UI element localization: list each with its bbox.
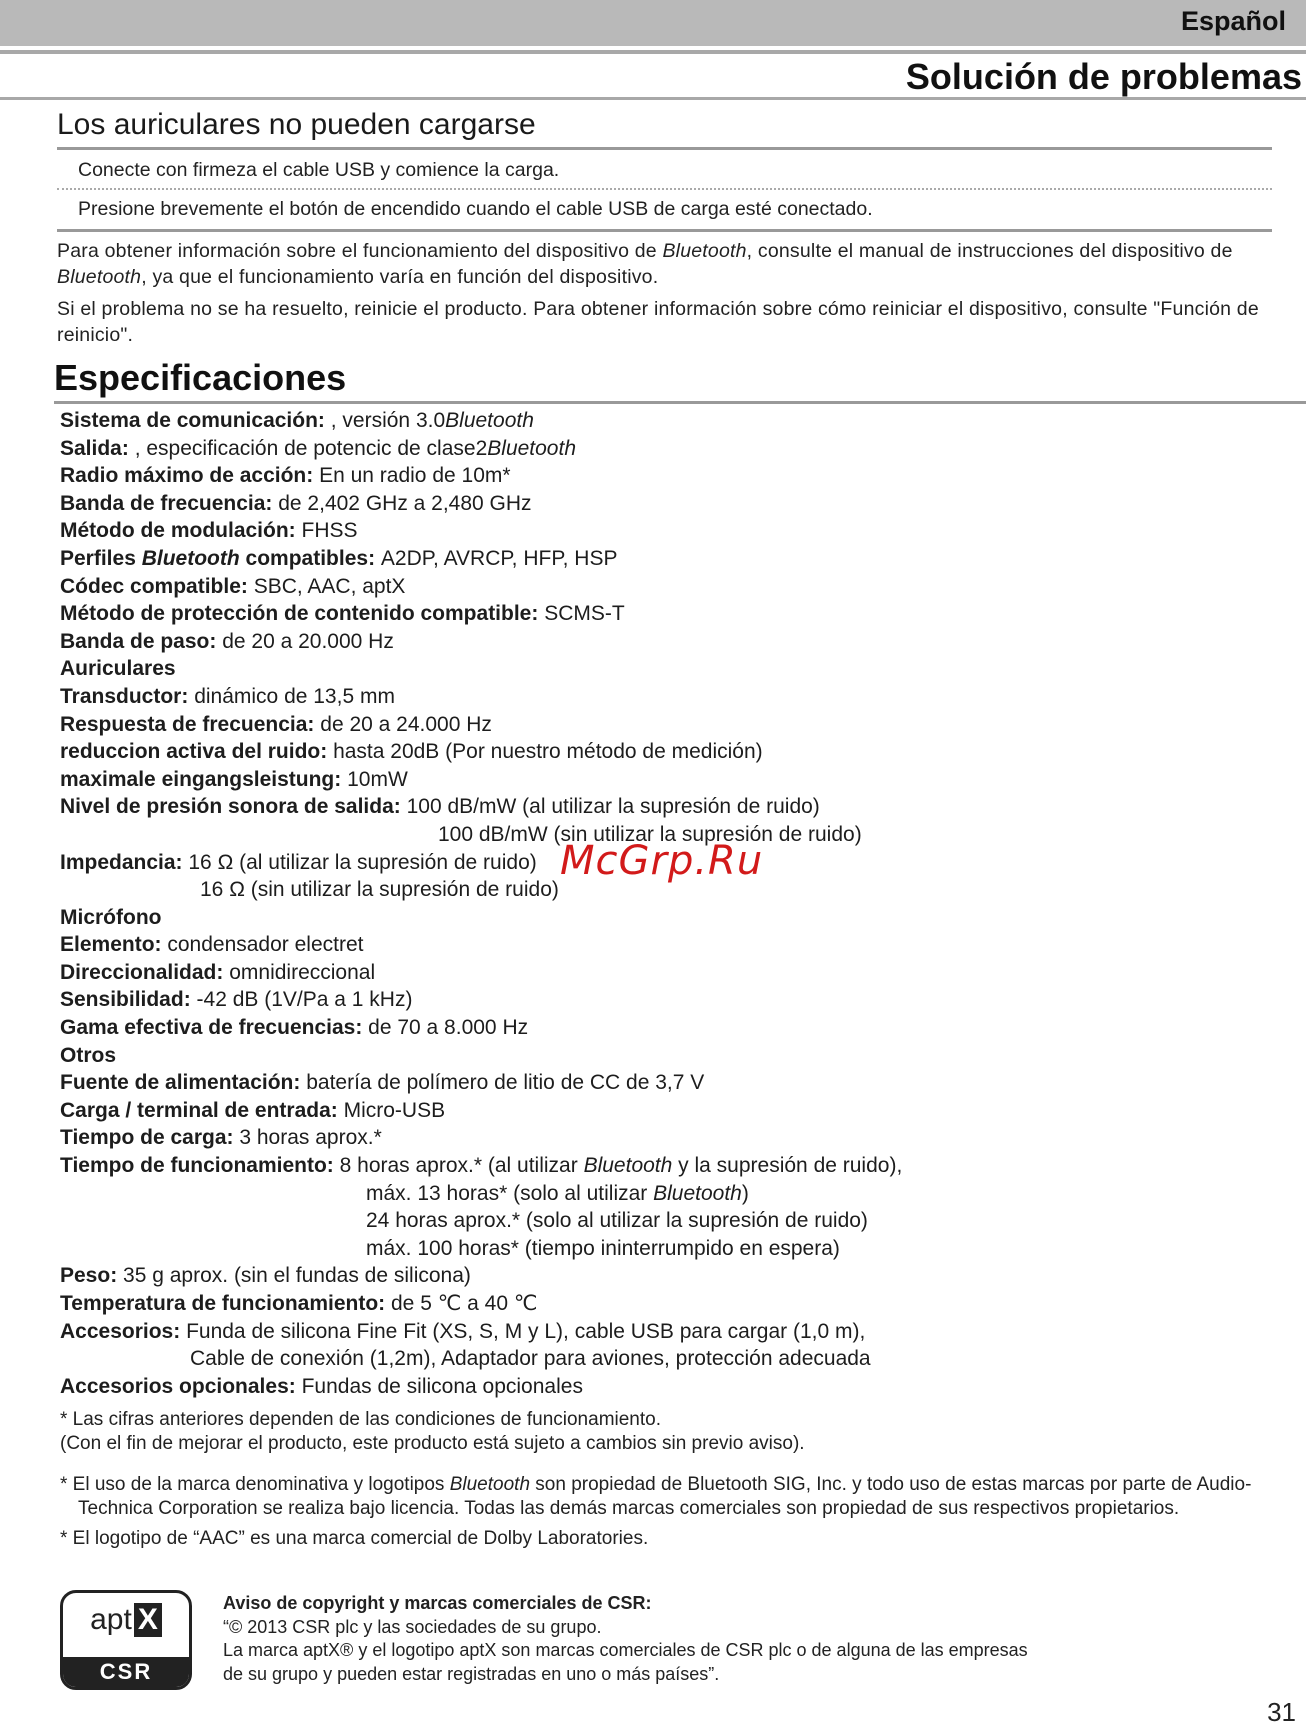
spec-value: Cable de conexión (1,2m), Adaptador para aviones, protección adecuada xyxy=(190,1347,871,1371)
spec-line xyxy=(60,931,1260,959)
spec-value: de 70 a 8.000 Hz xyxy=(368,1016,529,1040)
watermark: McGrp.Ru xyxy=(560,838,764,884)
spec-label: compatibles: xyxy=(239,546,381,570)
spec-value: Micro-USB xyxy=(343,1098,446,1122)
spec-label: Gama efectiva de frecuencias: xyxy=(60,1016,369,1040)
spec-value: Fundas de silicona opcionales xyxy=(301,1374,583,1398)
spec-line xyxy=(60,600,1260,628)
item-divider xyxy=(57,188,1272,190)
spec-value: dinámico de 13,5 mm xyxy=(194,684,395,708)
spec-label: Salida: xyxy=(60,436,135,460)
spec-label: Tiempo de funcionamiento: xyxy=(60,1154,340,1178)
spec-label: Peso: xyxy=(60,1264,124,1288)
copyright-line: de su grupo y pueden estar registradas en uno o más países”. xyxy=(223,1663,720,1684)
spec-value: 8 horas aprox.* (al utilizar xyxy=(339,1154,584,1178)
spec-value: máx. 100 horas* (tiempo ininterrumpido en espera) xyxy=(366,1236,840,1260)
spec-label: Banda de paso: xyxy=(60,629,223,653)
csr-wordmark: CSR xyxy=(63,1657,189,1687)
spec-line xyxy=(60,986,1260,1014)
spec-value: -42 dB (1V/Pa a 1 kHz) xyxy=(196,988,413,1012)
aptx-csr-logo xyxy=(60,1590,192,1690)
spec-value: Bluetooth xyxy=(487,436,577,460)
spec-line xyxy=(60,1014,1260,1042)
spec-list xyxy=(60,407,1260,1400)
footnotes-block xyxy=(60,1408,1260,1456)
spec-value: , especificación de potencic de clase2 xyxy=(134,436,488,460)
footnote: (Con el fin de mejorar el producto, este producto está sujeto a cambios sin previo aviso). xyxy=(60,1433,805,1454)
spec-value: de 2,402 GHz a 2,480 GHz xyxy=(278,491,532,515)
copyright-line: La marca aptX® y el logotipo aptX son marcas comerciales de CSR plc o de alguna de las empresas xyxy=(223,1640,1028,1660)
spec-label: Radio máximo de acción: xyxy=(60,464,320,488)
section-rule-top xyxy=(57,147,1272,150)
spec-line xyxy=(60,1235,1260,1263)
spec-label: Accesorios opcionales: xyxy=(60,1374,302,1398)
check-item: Presione brevemente el botón de encendido cuando el cable USB de carga esté conectado. xyxy=(78,198,873,220)
spec-line xyxy=(60,959,1260,987)
spec-line xyxy=(60,407,1260,435)
spec-line xyxy=(60,1042,1260,1070)
spec-line xyxy=(60,435,1260,463)
spec-label: Banda de frecuencia: xyxy=(60,491,279,515)
spec-value: de 5 ℃ a 40 ℃ xyxy=(391,1292,538,1315)
spec-value: de 20 a 24.000 Hz xyxy=(320,712,492,736)
spec-line xyxy=(60,683,1260,711)
spec-line xyxy=(60,517,1260,545)
spec-value: omnidireccional xyxy=(229,960,376,984)
spec-value: Bluetooth xyxy=(445,409,534,432)
spec-value: , versión 3.0 xyxy=(330,409,446,432)
spec-value: batería de polímero de litio de CC de 3,7 V xyxy=(306,1071,705,1095)
specs-rule xyxy=(54,401,1306,404)
section-rule-bottom xyxy=(57,229,1272,232)
spec-value: SBC, AAC, aptX xyxy=(253,574,406,598)
spec-line xyxy=(60,545,1260,573)
spec-line xyxy=(60,711,1260,739)
spec-line xyxy=(60,904,1260,932)
spec-label: Perfiles xyxy=(60,546,142,570)
spec-line xyxy=(60,1124,1260,1152)
bluetooth-info-paragraph: Para obtener información sobre el funcionamiento del dispositivo de Bluetooth, consulte el manual de instrucciones del dispositivo de Bluetooth, ya que el funcionamiento varía en función del dispositivo. xyxy=(57,240,1233,288)
spec-label: Método de modulación: xyxy=(60,519,302,543)
language-label: Español xyxy=(1180,6,1286,36)
language-bar xyxy=(0,0,1306,46)
spec-label: Micrófono xyxy=(60,905,162,929)
spec-label: maximale eingangsleistung: xyxy=(60,767,348,791)
spec-value: 16 Ω (al utilizar la supresión de ruido) xyxy=(188,850,537,874)
spec-value: condensador electret xyxy=(167,933,364,957)
spec-label: Accesorios: xyxy=(60,1319,187,1343)
page-number: 31 xyxy=(1267,1697,1296,1727)
spec-value: FHSS xyxy=(301,519,358,543)
spec-line xyxy=(60,738,1260,766)
copyright-heading: Aviso de copyright y marcas comerciales de CSR: xyxy=(223,1593,652,1613)
spec-value: 16 Ω (sin utilizar la supresión de ruido) xyxy=(200,878,559,902)
spec-label: Carga / terminal de entrada: xyxy=(60,1098,344,1122)
spec-line xyxy=(60,1152,1260,1180)
spec-line xyxy=(60,1069,1260,1097)
spec-value: Bluetooth xyxy=(583,1154,673,1178)
spec-value: hasta 20dB (Por nuestro método de medición) xyxy=(333,740,763,764)
trademark-notes xyxy=(60,1473,1260,1551)
reset-paragraph: Si el problema no se ha resuelto, reinicie el producto. Para obtener información sobre cómo reiniciar el dispositivo, consulte "Función de reinicio". xyxy=(57,298,1259,346)
spec-value: ) xyxy=(741,1181,749,1205)
aac-trademark-note: * El logotipo de “AAC” es una marca comercial de Dolby Laboratories. xyxy=(60,1528,649,1549)
spec-line xyxy=(60,1318,1260,1346)
spec-line xyxy=(60,462,1260,490)
spec-label: Elemento: xyxy=(60,933,168,957)
spec-value: y la supresión de ruido), xyxy=(672,1154,903,1178)
spec-value: A2DP, AVRCP, HFP, HSP xyxy=(380,546,618,570)
aptx-wordmark: apt X xyxy=(63,1603,189,1637)
spec-line xyxy=(60,1262,1260,1290)
spec-label: Auriculares xyxy=(60,657,176,681)
spec-value: máx. 13 horas* (solo al utilizar xyxy=(366,1181,654,1205)
copyright-notice xyxy=(223,1592,1283,1686)
spec-line xyxy=(60,1290,1260,1318)
spec-value: Bluetooth xyxy=(653,1181,742,1205)
spec-label: Impedancia: xyxy=(60,850,189,874)
spec-label: Direccionalidad: xyxy=(60,960,230,984)
check-item: Conecte con firmeza el cable USB y comience la carga. xyxy=(78,159,560,181)
spec-value: En un radio de 10m* xyxy=(319,464,511,488)
spec-value: 35 g aprox. (sin el fundas de silicona) xyxy=(123,1264,471,1288)
spec-label: Tiempo de carga: xyxy=(60,1126,240,1150)
spec-label: Nivel de presión sonora de salida: xyxy=(60,795,407,819)
copyright-line: “© 2013 CSR plc y las sociedades de su grupo. xyxy=(223,1616,602,1637)
spec-line xyxy=(60,793,1260,821)
spec-value: 100 dB/mW (al utilizar la supresión de ruido) xyxy=(406,795,820,819)
footnote: * Las cifras anteriores dependen de las condiciones de funcionamiento. xyxy=(60,1409,661,1430)
spec-line xyxy=(60,1207,1260,1235)
spec-label: Sensibilidad: xyxy=(60,988,197,1012)
spec-line xyxy=(60,655,1260,683)
spec-label: Sistema de comunicación: xyxy=(60,409,331,432)
spec-line xyxy=(60,490,1260,518)
specs-title: Especificaciones xyxy=(54,357,347,398)
spec-label: Transductor: xyxy=(60,684,195,708)
troubleshooting-title: Los auriculares no pueden cargarse xyxy=(57,108,536,141)
spec-value: 3 horas aprox.* xyxy=(239,1126,382,1150)
spec-label: Método de protección de contenido compatible: xyxy=(60,602,545,626)
page-title: Solución de problemas xyxy=(905,56,1302,97)
spec-value: 10mW xyxy=(347,767,408,791)
spec-label: reduccion activa del ruido: xyxy=(60,740,334,764)
spec-label: Fuente de alimentación: xyxy=(60,1071,307,1095)
spec-line xyxy=(60,628,1260,656)
spec-value: 24 horas aprox.* (solo al utilizar la supresión de ruido) xyxy=(366,1209,868,1233)
spec-line xyxy=(60,1180,1260,1208)
spec-value: SCMS-T xyxy=(544,602,625,626)
spec-line xyxy=(60,1373,1260,1401)
spec-line xyxy=(60,1097,1260,1125)
spec-line xyxy=(60,573,1260,601)
spec-value: Funda de silicona Fine Fit (XS, S, M y L), cable USB para cargar (1,0 m), xyxy=(186,1319,866,1343)
spec-label: Respuesta de frecuencia: xyxy=(60,712,321,736)
spec-line xyxy=(60,766,1260,794)
spec-label: Temperatura de funcionamiento: xyxy=(60,1292,391,1315)
spec-value: 100 dB/mW (sin utilizar la supresión de ruido) xyxy=(438,822,862,846)
spec-value: de 20 a 20.000 Hz xyxy=(222,629,394,653)
spec-label: Bluetooth xyxy=(141,546,240,570)
bluetooth-trademark-note: * El uso de la marca denominativa y logotipos Bluetooth son propiedad de Bluetooth SIG, Inc. y todo uso de estas marcas por parte de Audio-Technica Corporation se realiza bajo licencia. Todas las demás marcas comerciales son propiedad de sus respectivos propietarios. xyxy=(60,1474,1252,1519)
title-rule xyxy=(0,97,1306,100)
header-rule xyxy=(0,50,1306,54)
spec-label: Otros xyxy=(60,1043,117,1067)
spec-line xyxy=(60,1345,1260,1373)
spec-label: Códec compatible: xyxy=(60,574,254,598)
